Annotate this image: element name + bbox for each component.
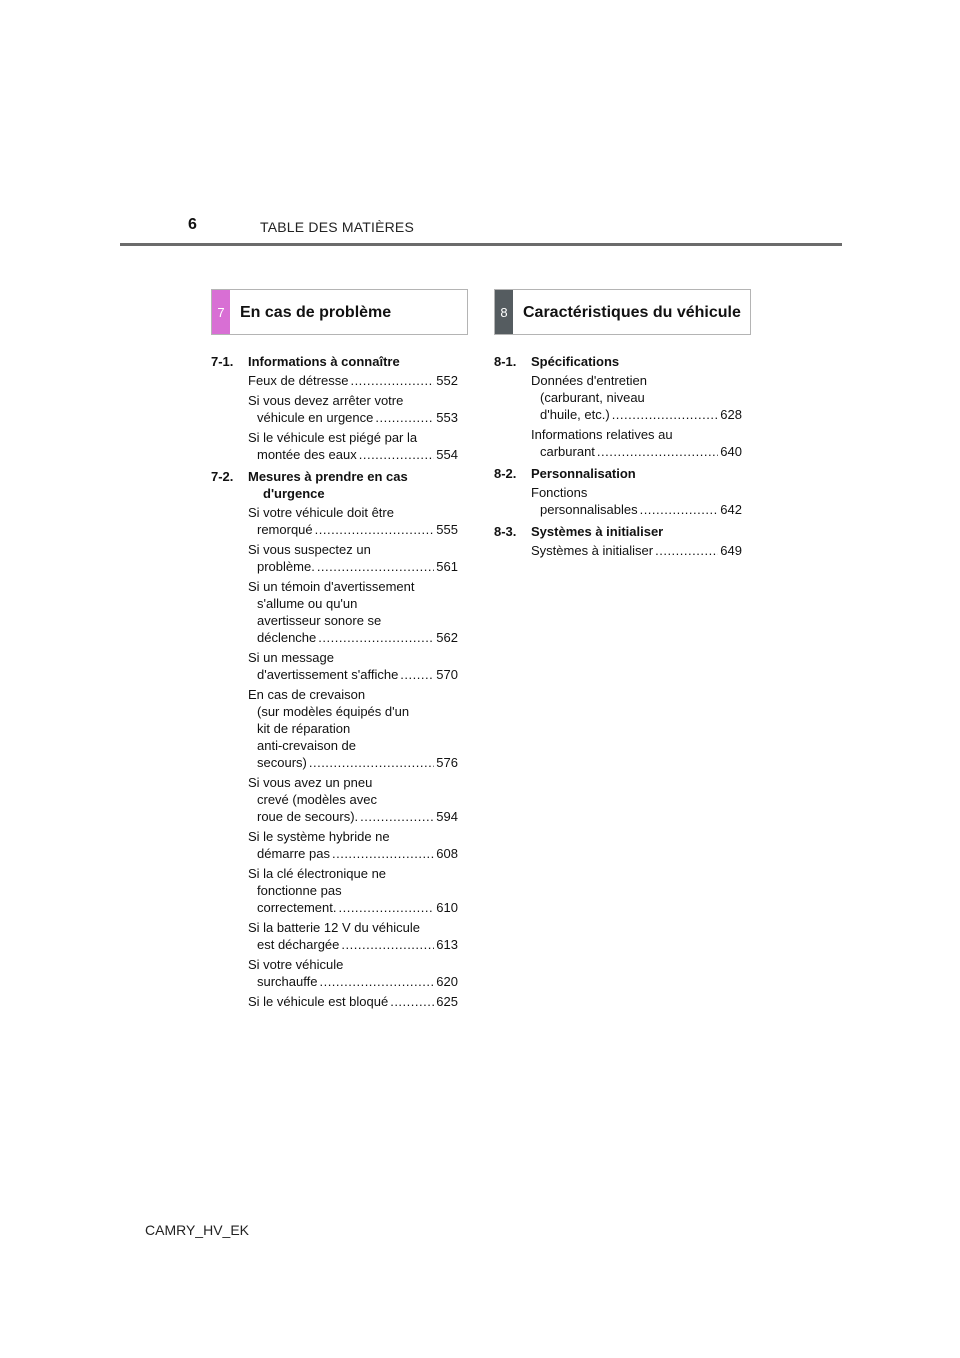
entry-last-line	[248, 446, 458, 463]
dot-leader	[375, 409, 434, 426]
entry-text-line: fonctionne pas	[257, 883, 342, 898]
page-reference: 610	[436, 900, 458, 915]
page-reference: 613	[436, 937, 458, 952]
entry-text-line: secours)	[257, 755, 307, 770]
toc-subsection	[211, 468, 458, 1010]
dot-leader	[655, 542, 718, 559]
toc-entry[interactable]	[248, 429, 458, 463]
subsection-heading	[494, 523, 742, 540]
toc-subsection	[211, 353, 458, 463]
dot-leader	[341, 936, 434, 953]
entry-text-line: véhicule en urgence	[257, 410, 374, 425]
page-reference: 562	[436, 630, 458, 645]
entry-text-line: En cas de crevaison	[248, 687, 366, 702]
section-number-tab: 8	[495, 290, 513, 334]
toc-entry[interactable]	[248, 372, 458, 389]
entry-text-line: crevé (modèles avec	[257, 792, 377, 807]
subsection-title: Personnalisation	[531, 466, 636, 481]
entry-text-line: Si la clé électronique ne	[248, 866, 387, 881]
toc-subsection	[494, 523, 742, 559]
entry-text-line: Si le véhicule est piégé par la	[248, 430, 418, 445]
subsection-number: 7-1.	[211, 354, 234, 369]
entry-last-line	[248, 521, 458, 538]
entry-text-line: kit de réparation	[257, 721, 351, 736]
page-reference: 570	[436, 667, 458, 682]
subsection-number: 8-3.	[494, 524, 517, 539]
dot-leader	[318, 629, 434, 646]
entry-last-line	[248, 993, 458, 1010]
section-number-tab: 7	[212, 290, 230, 334]
subsection-number: 7-2.	[211, 469, 234, 484]
entry-last-line	[248, 629, 458, 646]
entry-text-line: Si votre véhicule doit être	[248, 505, 394, 520]
dot-leader	[612, 406, 719, 423]
entry-last-line	[248, 899, 458, 916]
toc-entry[interactable]	[248, 865, 458, 916]
dot-leader	[640, 501, 719, 518]
toc-entry[interactable]	[248, 993, 458, 1010]
subsection-heading	[211, 468, 458, 502]
subsection-title: Informations à connaître	[248, 354, 400, 369]
entry-last-line	[248, 754, 458, 771]
dot-leader	[332, 845, 434, 862]
toc-entry[interactable]	[248, 956, 458, 990]
entry-text-line: Systèmes à initialiser	[531, 543, 654, 558]
entry-text-line: Si vous suspectez un	[248, 542, 371, 557]
page-reference: 561	[436, 559, 458, 574]
page-reference: 555	[436, 522, 458, 537]
document-code: CAMRY_HV_EK	[145, 1222, 250, 1238]
entry-text-line: (carburant, niveau	[540, 390, 645, 405]
toc-entry[interactable]	[248, 578, 458, 646]
toc-entry[interactable]	[248, 686, 458, 771]
entry-text-line: roue de secours).	[257, 809, 359, 824]
subsection-number: 8-2.	[494, 466, 517, 481]
entry-text-line: Si le véhicule est bloqué	[248, 994, 389, 1009]
entry-last-line	[248, 372, 458, 389]
page-reference: 554	[436, 447, 458, 462]
dot-leader	[350, 372, 434, 389]
toc-entry[interactable]	[248, 649, 458, 683]
entry-last-line	[531, 443, 742, 460]
entry-text-line: Si la batterie 12 V du véhicule	[248, 920, 420, 935]
toc-entry[interactable]	[248, 919, 458, 953]
entry-text-line: Si vous devez arrêter votre	[248, 393, 404, 408]
section-title: En cas de problème	[240, 303, 392, 321]
entry-last-line	[248, 936, 458, 953]
toc-entry[interactable]	[248, 541, 458, 575]
page-reference: 642	[720, 502, 742, 517]
entry-text-line: Fonctions	[531, 485, 588, 500]
entry-last-line	[248, 558, 458, 575]
entry-text-line: est déchargée	[257, 937, 340, 952]
entry-text-line: s'allume ou qu'un	[257, 596, 358, 611]
toc-entry[interactable]	[531, 484, 742, 518]
subsection-title: Systèmes à initialiser	[531, 524, 664, 539]
page-reference: 620	[436, 974, 458, 989]
dot-leader	[338, 899, 434, 916]
subsection-title: Mesures à prendre en cas d'urgence	[248, 469, 408, 501]
running-title: TABLE DES MATIÈRES	[260, 219, 415, 235]
entry-text-line: Si votre véhicule	[248, 957, 344, 972]
entry-text-line: montée des eaux	[257, 447, 357, 462]
subsection-title: Spécifications	[531, 354, 620, 369]
subsection-heading	[494, 465, 742, 482]
entry-last-line	[248, 808, 458, 825]
entry-text-line: d'avertissement s'affiche	[257, 667, 399, 682]
entry-text-line: Informations relatives au	[531, 427, 673, 442]
entry-text-line: anti-crevaison de	[257, 738, 356, 753]
entry-last-line	[531, 501, 742, 518]
entry-last-line	[248, 973, 458, 990]
dot-leader	[315, 521, 435, 538]
entry-text-line: correctement.	[257, 900, 337, 915]
entry-text-line: personnalisables	[540, 502, 638, 517]
subsection-number: 8-1.	[494, 354, 517, 369]
page-reference: 576	[436, 755, 458, 770]
dot-leader	[319, 973, 434, 990]
toc-column-section-8	[494, 353, 742, 564]
entry-text-line: surchauffe	[257, 974, 318, 989]
dot-leader	[360, 808, 434, 825]
entry-text-line: Données d'entretien	[531, 373, 647, 388]
entry-text-line: problème.	[257, 559, 315, 574]
page-reference: 553	[436, 410, 458, 425]
toc-entry[interactable]	[531, 426, 742, 460]
entry-text-line: déclenche	[257, 630, 317, 645]
page-reference: 552	[436, 373, 458, 388]
toc-entry[interactable]	[248, 828, 458, 862]
page-reference: 625	[436, 994, 458, 1009]
section-title: Caractéristiques du véhicule	[523, 303, 741, 321]
entry-text-line: Si un message	[248, 650, 334, 665]
page-reference: 649	[720, 543, 742, 558]
page-reference: 594	[436, 809, 458, 824]
dot-leader	[359, 446, 435, 463]
toc-subsection	[494, 465, 742, 518]
entry-last-line	[531, 542, 742, 559]
page-number: 6	[188, 216, 197, 233]
entry-text-line: remorqué	[257, 522, 313, 537]
entry-last-line	[248, 845, 458, 862]
entry-text-line: Feux de détresse	[248, 373, 349, 388]
entry-last-line	[248, 409, 458, 426]
section-header-8	[494, 289, 751, 335]
entry-text-line: avertisseur sonore se	[257, 613, 382, 628]
toc-subsection	[494, 353, 742, 460]
page-reference: 628	[720, 407, 742, 422]
toc-column-section-7	[211, 353, 458, 1015]
entry-text-line: carburant	[540, 444, 595, 459]
dot-leader	[317, 558, 434, 575]
dot-leader	[309, 754, 434, 771]
entry-text-line: démarre pas	[257, 846, 330, 861]
toc-entry[interactable]	[531, 542, 742, 559]
dot-leader	[597, 443, 718, 460]
toc-entry[interactable]	[531, 372, 742, 423]
toc-entry[interactable]	[248, 774, 458, 825]
entry-last-line	[248, 666, 458, 683]
entry-text-line: Si un témoin d'avertissement	[248, 579, 415, 594]
section-header-7	[211, 289, 468, 335]
page-reference: 608	[436, 846, 458, 861]
toc-entry[interactable]	[248, 504, 458, 538]
subsection-heading	[211, 353, 458, 370]
dot-leader	[390, 993, 434, 1010]
header-rule	[120, 243, 842, 246]
entry-text-line: Si vous avez un pneu	[248, 775, 373, 790]
subsection-heading	[494, 353, 742, 370]
entry-text-line: (sur modèles équipés d'un	[257, 704, 410, 719]
dot-leader	[400, 666, 434, 683]
toc-entry[interactable]	[248, 392, 458, 426]
entry-text-line: d'huile, etc.)	[540, 407, 610, 422]
entry-last-line	[531, 406, 742, 423]
page-reference: 640	[720, 444, 742, 459]
entry-text-line: Si le système hybride ne	[248, 829, 390, 844]
